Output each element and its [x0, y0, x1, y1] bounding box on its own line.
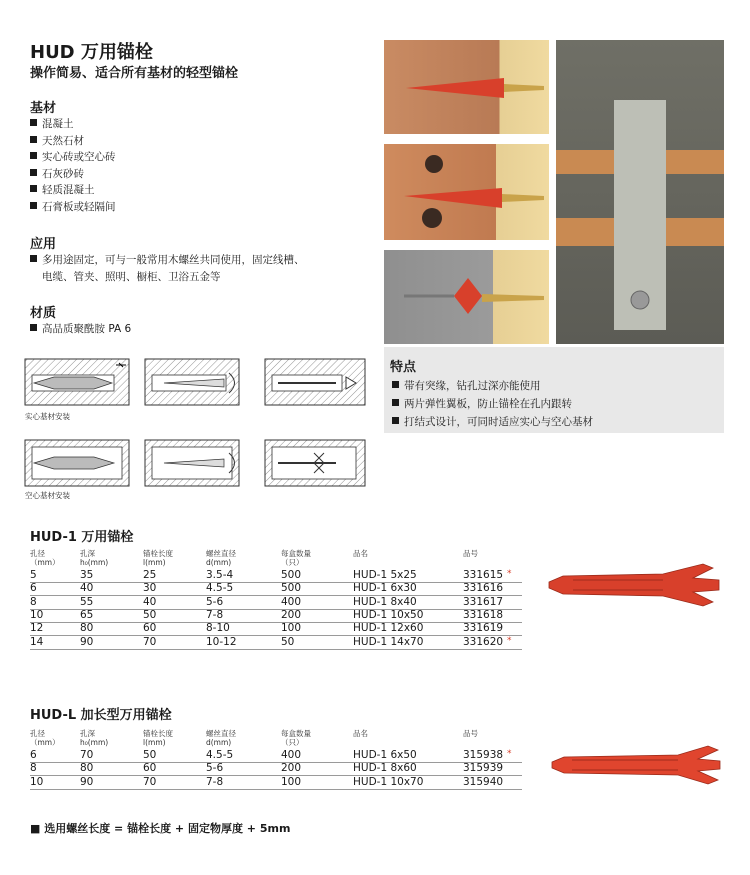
solid-caption: 实心基材安装 — [25, 412, 70, 421]
hudl-anchor-image — [548, 740, 724, 790]
table-row — [30, 776, 522, 790]
photo-pipe-clamp — [556, 40, 724, 344]
cell-name: HUD-1 12x60 — [353, 622, 424, 635]
table-row — [30, 749, 522, 763]
cell-name: HUD-1 8x60 — [353, 762, 417, 775]
features-heading: 特点 — [390, 360, 417, 375]
column-header-dia: 孔径 （mm） — [30, 549, 60, 567]
column-header-dia: 孔径 （mm） — [30, 729, 60, 747]
note-mark: * — [507, 569, 512, 579]
cell-depth: 90 — [80, 775, 94, 788]
cell-screw: 4.5-5 — [206, 582, 234, 595]
footer-note: ■ 选用螺丝长度 = 锚栓长度 + 固定物厚度 + 5mm — [30, 822, 291, 835]
cell-len: 70 — [143, 775, 157, 788]
note-mark: * — [507, 635, 512, 646]
cell-qty: 500 — [281, 582, 302, 595]
cell-len: 40 — [143, 595, 157, 608]
table-row — [30, 609, 522, 623]
column-header-screw: 螺丝直径 d(mm) — [206, 729, 236, 747]
cell-dia: 14 — [30, 635, 44, 648]
anchor-red-icon — [384, 250, 549, 344]
table-row — [30, 596, 522, 610]
bullet-square-icon — [30, 169, 37, 176]
list-item: 带有突缘，钻孔过深亦能使用 — [392, 377, 593, 395]
cell-name: HUD-1 14x70 — [353, 635, 424, 648]
cell-name: HUD-1 5x25 — [353, 569, 417, 581]
hollow-anchor-diagram — [145, 440, 239, 486]
bullet-square-icon — [30, 202, 37, 209]
anchor-red-icon — [384, 40, 549, 134]
bullet-square-icon — [30, 324, 37, 331]
cell-name: HUD-1 8x40 — [353, 595, 417, 608]
features-list — [392, 377, 593, 431]
list-item: 石膏板或轻隔间 — [30, 199, 116, 216]
list-item: 实心砖或空心砖 — [30, 149, 116, 166]
cell-len: 60 — [143, 622, 157, 635]
column-header-len: 锚栓长度 l(mm) — [143, 729, 173, 747]
cell-dia: 6 — [30, 749, 37, 761]
cell-depth: 35 — [80, 569, 94, 581]
cell-len: 60 — [143, 762, 157, 775]
cell-screw: 7-8 — [206, 775, 224, 788]
hollow-drill-diagram — [25, 440, 129, 486]
cell-depth: 80 — [80, 622, 94, 635]
page-title: HUD 万用锚栓 — [30, 42, 153, 63]
column-header-len: 锚栓长度 l(mm) — [143, 549, 173, 567]
cell-len: 50 — [143, 608, 157, 621]
column-header-name: 品名 — [353, 729, 368, 738]
page-subtitle: 操作简易、适合所有基材的轻型锚栓 — [30, 66, 239, 81]
bullet-square-icon — [30, 119, 37, 126]
bullet-square-icon — [30, 152, 37, 159]
table-row — [30, 569, 522, 583]
cell-depth: 80 — [80, 762, 94, 775]
bullet-square-icon — [30, 136, 37, 143]
cell-len: 70 — [143, 635, 157, 648]
cell-dia: 8 — [30, 762, 37, 775]
anchor-red-icon — [384, 144, 549, 240]
column-header-screw: 螺丝直径 d(mm) — [206, 549, 236, 567]
cell-name: HUD-1 10x70 — [353, 775, 424, 788]
cell-screw: 3.5-4 — [206, 569, 234, 581]
cell-qty: 100 — [281, 775, 302, 788]
cell-depth: 90 — [80, 635, 94, 648]
application-text: 多用途固定，可与一般常用木螺丝共同使用，固定线槽、 电缆、管夹、照明、橱柜、卫浴五金等 — [30, 252, 305, 285]
cell-len: 30 — [143, 582, 157, 595]
cell-code: 331620 — [463, 635, 504, 648]
cell-qty: 200 — [281, 762, 302, 775]
list-item: 天然石材 — [30, 133, 116, 150]
cell-depth: 55 — [80, 595, 94, 608]
cell-qty: 200 — [281, 608, 302, 621]
bullet-square-icon — [30, 185, 37, 192]
cell-qty: 400 — [281, 749, 302, 761]
cell-code: 315940 — [463, 775, 504, 788]
column-header-qty: 每盒数量 （只） — [281, 729, 311, 747]
cell-code: 331617 — [463, 595, 504, 608]
material-heading: 材质 — [30, 306, 57, 321]
bullet-square-icon — [392, 399, 399, 406]
cell-dia: 8 — [30, 595, 37, 608]
installation-diagrams — [24, 355, 366, 500]
cell-dia: 6 — [30, 582, 37, 595]
photo-anchor-in-drywall — [384, 250, 549, 344]
column-header-depth: 孔深 h₀(mm) — [80, 549, 109, 567]
solid-drill-diagram — [25, 359, 129, 405]
application-heading: 应用 — [30, 237, 57, 252]
cell-depth: 70 — [80, 749, 94, 761]
cell-code: 315938 — [463, 749, 504, 761]
base-list — [30, 116, 116, 215]
base-heading: 基材 — [30, 101, 57, 116]
note-mark: * — [507, 749, 512, 759]
cell-screw: 10-12 — [206, 635, 237, 648]
bullet-square-icon — [30, 255, 37, 262]
hud1-anchor-image — [543, 560, 725, 612]
cell-qty: 500 — [281, 569, 302, 581]
cell-len: 50 — [143, 749, 157, 761]
cell-name: HUD-1 6x30 — [353, 582, 417, 595]
table-row — [30, 622, 522, 636]
cell-qty: 400 — [281, 595, 302, 608]
cell-dia: 12 — [30, 622, 44, 635]
hud1-title: HUD-1 万用锚栓 — [30, 530, 134, 545]
hudl-title: HUD-L 加长型万用锚栓 — [30, 708, 172, 723]
list-item: 打结式设计，可同时适应实心与空心基材 — [392, 413, 593, 431]
cell-len: 25 — [143, 569, 157, 581]
list-item: 轻质混凝土 — [30, 182, 116, 199]
bullet-square-icon — [392, 417, 399, 424]
column-header-code: 品号 — [463, 729, 478, 738]
cell-depth: 65 — [80, 608, 94, 621]
solid-anchor-diagram — [145, 359, 239, 405]
cell-code: 315939 — [463, 762, 504, 775]
column-header-qty: 每盒数量 （只） — [281, 549, 311, 567]
cell-code: 331619 — [463, 622, 504, 635]
features-panel — [384, 347, 724, 433]
photo-anchor-in-hollow-brick — [384, 144, 549, 240]
cell-dia: 5 — [30, 569, 37, 581]
material-list — [30, 321, 131, 338]
bullet-square-icon — [392, 381, 399, 388]
cell-name: HUD-1 10x50 — [353, 608, 424, 621]
cell-depth: 40 — [80, 582, 94, 595]
list-item: 两片弹性翼板，防止锚栓在孔内跟转 — [392, 395, 593, 413]
cell-screw: 4.5-5 — [206, 749, 234, 761]
cell-screw: 7-8 — [206, 608, 224, 621]
column-header-depth: 孔深 h₀(mm) — [80, 729, 109, 747]
cell-dia: 10 — [30, 608, 44, 621]
photo-anchor-in-brick — [384, 40, 549, 134]
hollow-caption: 空心基材安装 — [25, 491, 70, 500]
cell-code: 331615 — [463, 569, 504, 581]
cell-screw: 8-10 — [206, 622, 230, 635]
column-header-code: 品号 — [463, 549, 478, 558]
cell-screw: 5-6 — [206, 595, 224, 608]
cell-name: HUD-1 6x50 — [353, 749, 417, 761]
cell-qty: 100 — [281, 622, 302, 635]
list-item: 混凝土 — [30, 116, 116, 133]
hollow-screw-diagram — [265, 440, 365, 486]
cell-dia: 10 — [30, 775, 44, 788]
table-row — [30, 636, 522, 650]
list-item: 高品质聚酰胺 PA 6 — [30, 321, 131, 338]
list-item: 石灰砂砖 — [30, 166, 116, 183]
column-header-name: 品名 — [353, 549, 368, 558]
cell-code: 331618 — [463, 608, 504, 621]
table-row — [30, 762, 522, 776]
cell-qty: 50 — [281, 635, 295, 648]
cell-screw: 5-6 — [206, 762, 224, 775]
cell-code: 331616 — [463, 582, 504, 595]
solid-screw-diagram — [265, 359, 365, 405]
table-row — [30, 582, 522, 596]
